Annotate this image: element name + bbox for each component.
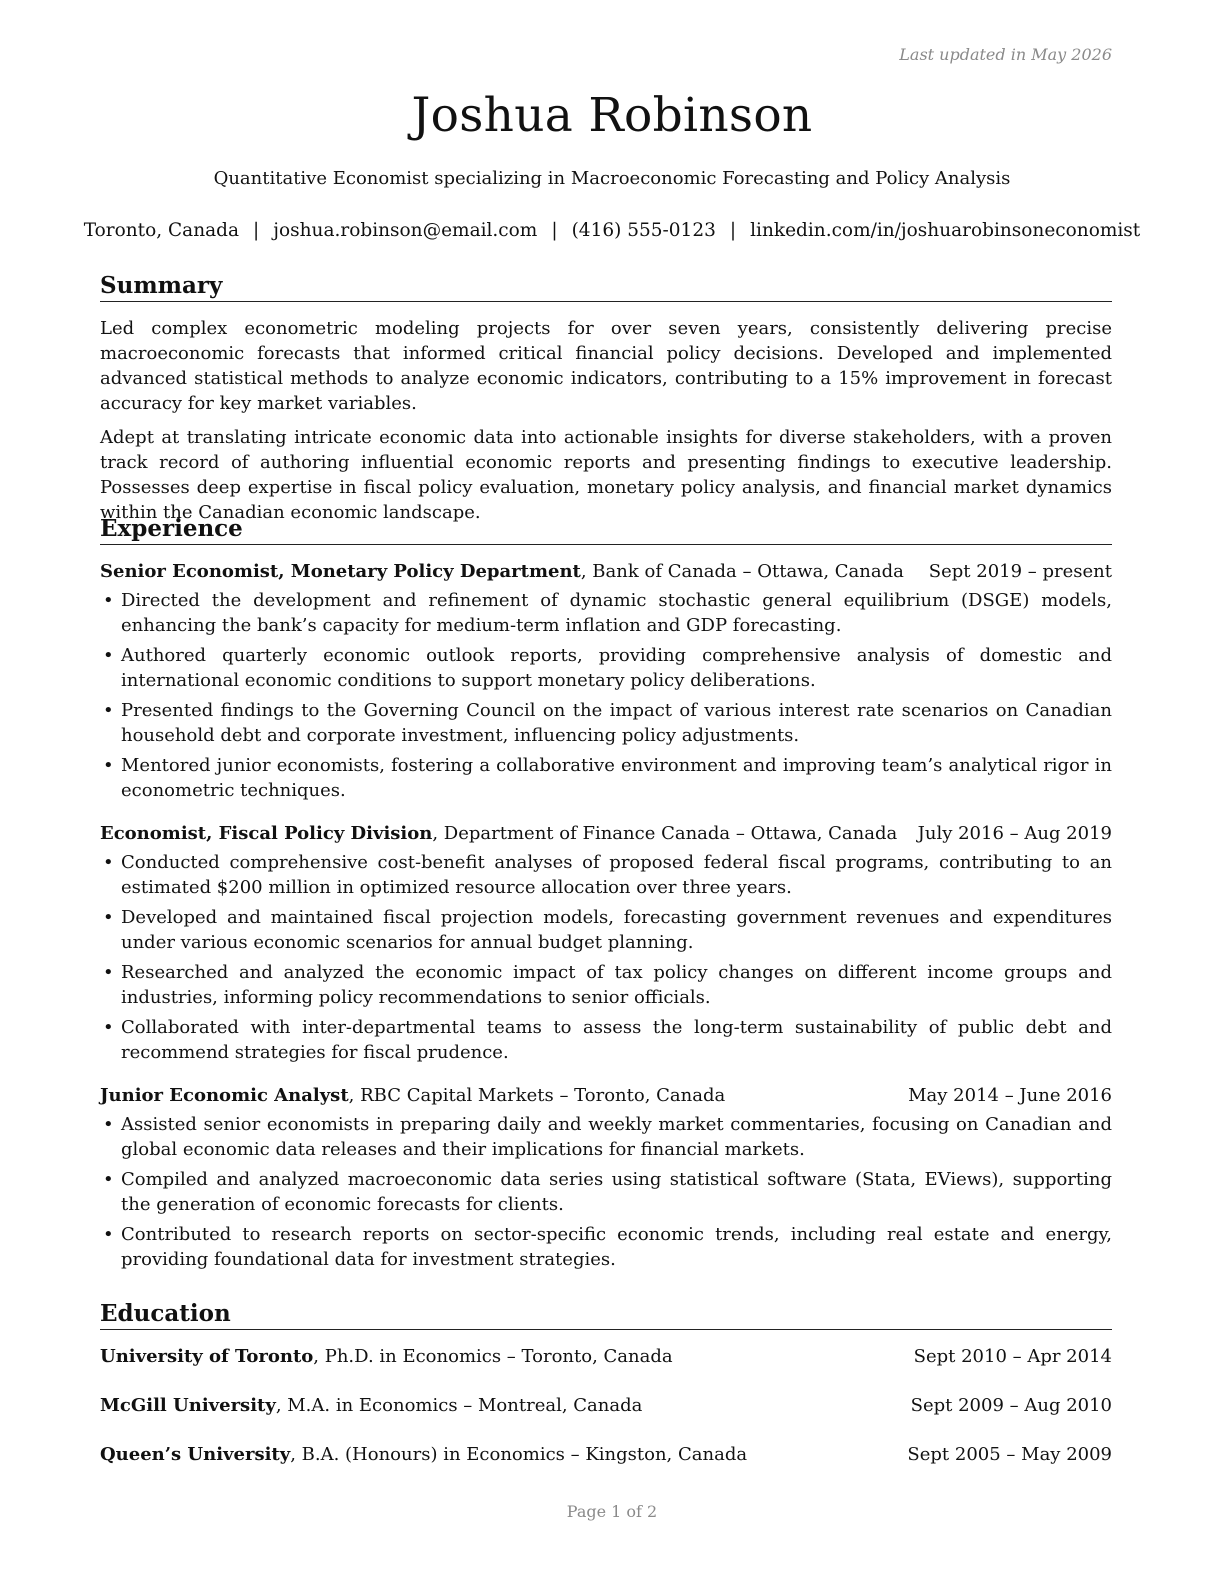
education-entry <box>100 1393 1112 1418</box>
job-dates: Sept 2019 – present <box>928 561 1112 582</box>
job-bullets <box>100 1112 1112 1272</box>
contact-line <box>0 220 1224 241</box>
job-bullet: • Developed and maintained fiscal projection models, forecasting government revenues and expenditures under various economic scenarios for annual budget planning. <box>100 905 1112 955</box>
contact-separator: | <box>729 220 737 241</box>
contact-linkedin[interactable]: linkedin.com/in/joshuarobinsoneconomist <box>750 220 1141 241</box>
job-dates: July 2016 – Aug 2019 <box>917 823 1112 844</box>
job-bullet: • Collaborated with inter-departmental teams to assess the long-term sustainability of public debt and recommend strategies for fiscal prudence. <box>100 1015 1112 1065</box>
job-header <box>100 821 1112 846</box>
section-title-summary: Summary <box>100 272 1112 302</box>
job-bullet: • Directed the development and refinement of dynamic stochastic general equilibrium (DSGE) models, enhancing the bank’s capacity for medium-term inflation and GDP forecasting. <box>100 588 1112 638</box>
job-org: , Bank of Canada – Ottawa, Canada <box>580 561 904 582</box>
job-entry <box>100 559 1112 803</box>
job-entry <box>100 821 1112 1065</box>
education-dates: Sept 2010 – Apr 2014 <box>913 1346 1112 1367</box>
job-role: Senior Economist, Monetary Policy Department <box>100 561 581 582</box>
job-bullet: • Presented findings to the Governing Council on the impact of various interest rate scenarios on Canadian household debt and corporate investment, influencing policy adjustments. <box>100 698 1112 748</box>
contact-separator: | <box>253 220 260 241</box>
page-number: Page 1 of 2 <box>566 1502 658 1521</box>
job-header <box>100 559 1112 584</box>
education-entry <box>100 1442 1112 1467</box>
job-role: Junior Economic Analyst <box>100 1085 349 1106</box>
job-bullet: • Contributed to research reports on sector-specific economic trends, including real estate and energy, providing foundational data for investment strategies. <box>100 1222 1112 1272</box>
job-entry <box>100 1083 1112 1272</box>
education-school: University of Toronto <box>100 1346 314 1367</box>
summary-section <box>100 272 1112 525</box>
education-detail: , Ph.D. in Economics – Toronto, Canada <box>313 1346 673 1367</box>
education-school: McGill University <box>100 1395 276 1416</box>
job-org: , Department of Finance Canada – Ottawa, Canada <box>432 823 898 844</box>
education-dates: Sept 2009 – Aug 2010 <box>910 1395 1112 1416</box>
candidate-name: Joshua Robinson <box>411 88 813 143</box>
contact-location: Toronto, Canada <box>83 220 240 241</box>
candidate-tagline: Quantitative Economist specializing in Macroeconomic Forecasting and Policy Analysis <box>213 168 1011 189</box>
education-entry <box>100 1344 1112 1369</box>
job-role: Economist, Fiscal Policy Division <box>100 823 433 844</box>
education-detail: , M.A. in Economics – Montreal, Canada <box>275 1395 643 1416</box>
job-bullet: • Conducted comprehensive cost-benefit analyses of proposed federal fiscal programs, contributing to an estimated $200 million in optimized resource allocation over three years. <box>100 850 1112 900</box>
job-bullets <box>100 588 1112 803</box>
job-dates: May 2014 – June 2016 <box>908 1085 1112 1106</box>
education-school: Queen’s University <box>100 1444 291 1465</box>
job-bullet: • Authored quarterly economic outlook reports, providing comprehensive analysis of domestic and international economic conditions to support monetary policy deliberations. <box>100 643 1112 693</box>
section-title-education: Education <box>100 1300 1112 1330</box>
section-title-experience: Experience <box>100 515 1112 545</box>
job-header <box>100 1083 1112 1108</box>
summary-paragraph: Led complex econometric modeling projects for over seven years, consistently delivering precise macroeconomic forecasts that informed critical financial policy decisions. Developed and implemented advanced statistical methods to analyze economic indicators, contributing to a 15% improvement in forecast accuracy for key market variables. <box>100 318 1112 414</box>
job-bullets <box>100 850 1112 1065</box>
job-bullet: • Mentored junior economists, fostering a collaborative environment and improving team’s analytical rigor in econometric techniques. <box>100 753 1112 803</box>
job-org: , RBC Capital Markets – Toronto, Canada <box>348 1085 726 1106</box>
contact-phone: (416) 555-0123 <box>571 220 716 241</box>
education-detail: , B.A. (Honours) in Economics – Kingston, Canada <box>290 1444 748 1465</box>
summary-paragraph: Adept at translating intricate economic data into actionable insights for diverse stakeholders, with a proven track record of authoring influential economic reports and presenting findings to executive leadership. Possesses deep expertise in fiscal policy evaluation, monetary policy analysis, and financial market dynamics within the Canadian economic landscape. <box>100 427 1112 523</box>
contact-separator: | <box>551 220 558 241</box>
job-bullet: • Compiled and analyzed macroeconomic data series using statistical software (Stata, EViews), supporting the generation of economic forecasts for clients. <box>100 1167 1112 1217</box>
contact-email[interactable]: joshua.robinson@email.com <box>273 220 538 241</box>
last-updated-note: Last updated in May 2026 <box>899 45 1112 64</box>
education-dates: Sept 2005 – May 2009 <box>907 1444 1112 1465</box>
job-bullet: • Assisted senior economists in preparing daily and weekly market commentaries, focusing on Canadian and global economic data releases and their implications for financial markets. <box>100 1112 1112 1162</box>
education-section <box>100 1300 1112 1467</box>
experience-section <box>100 515 1112 1277</box>
job-bullet: • Researched and analyzed the economic impact of tax policy changes on different income groups and industries, informing policy recommendations to senior officials. <box>100 960 1112 1010</box>
